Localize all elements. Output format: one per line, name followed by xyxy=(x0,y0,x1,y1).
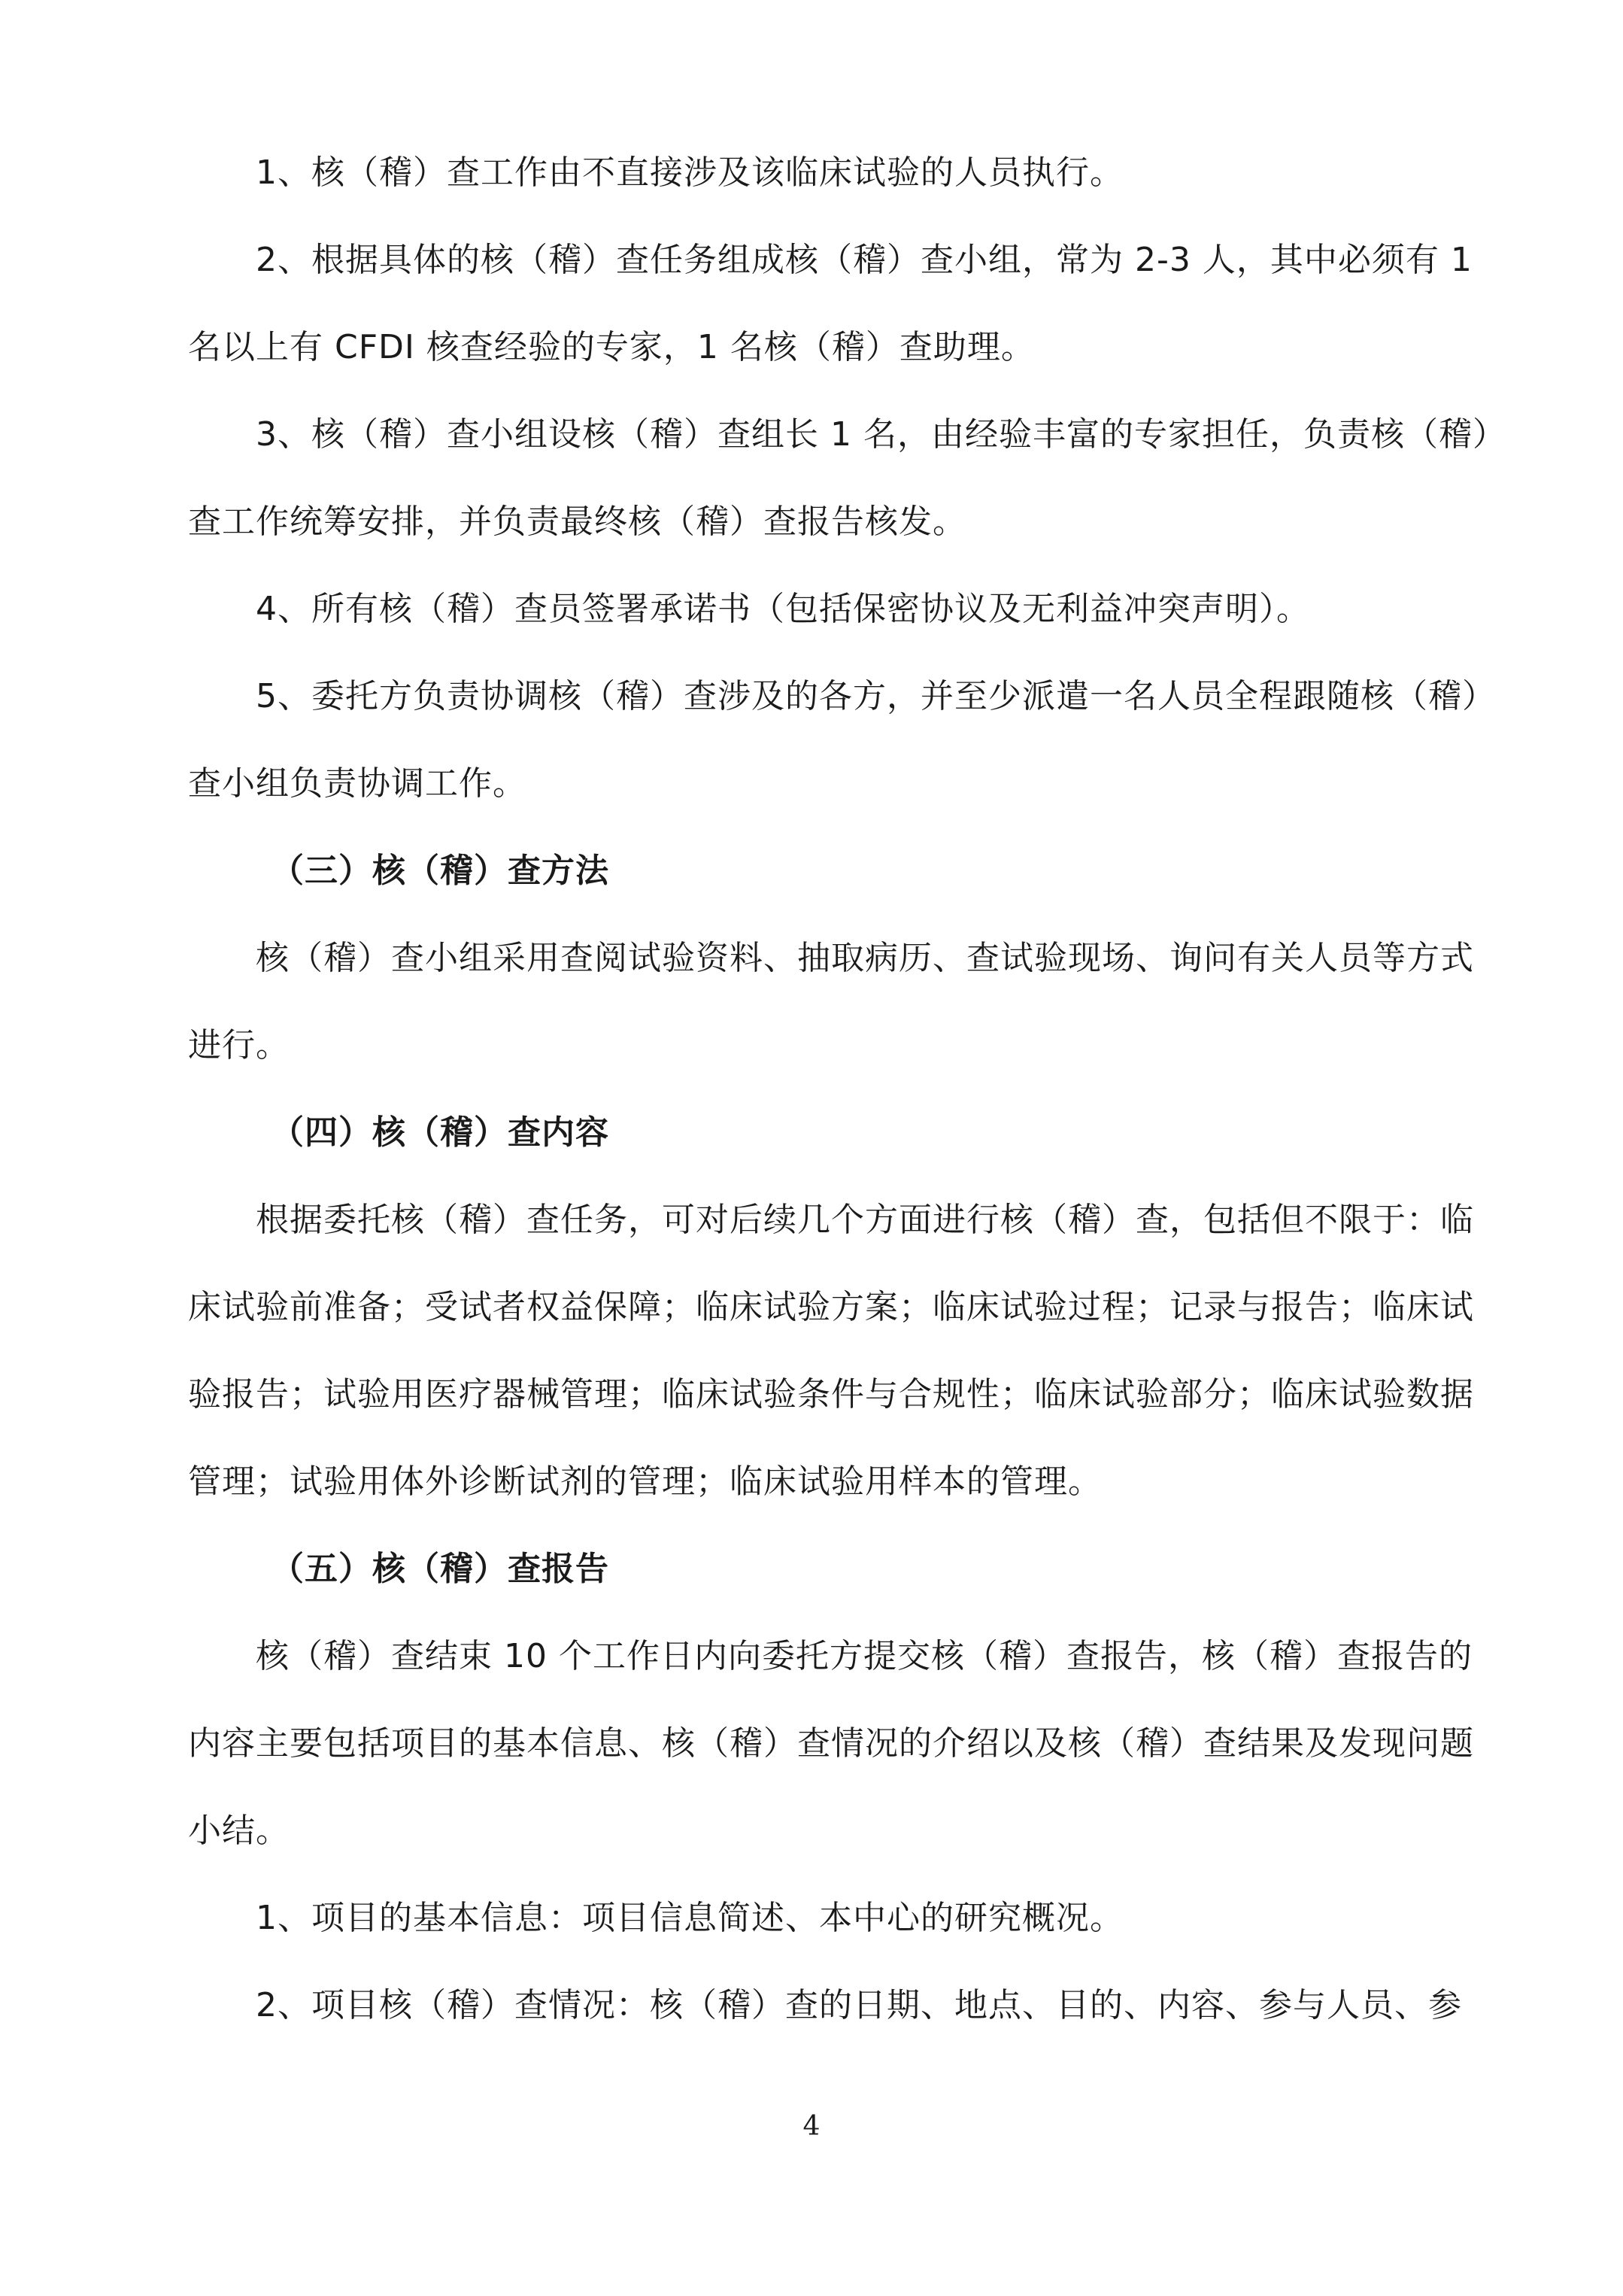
text-line: 小结。 xyxy=(188,1812,290,1850)
text-line: 1、核（稽）查工作由不直接涉及该临床试验的人员执行。 xyxy=(256,153,1124,192)
text-line: 核（稽）查结束 10 个工作日内向委托方提交核（稽）查报告，核（稽）查报告的 xyxy=(256,1637,1473,1675)
text-line: 根据委托核（稽）查任务，可对后续几个方面进行核（稽）查，包括但不限于：临 xyxy=(256,1201,1474,1239)
text-line: 2、项目核（稽）查情况：核（稽）查的日期、地点、目的、内容、参与人员、参 xyxy=(256,1986,1462,2024)
section-heading: （四）核（稽）查内容 xyxy=(271,1113,609,1152)
section-heading: （三）核（稽）查方法 xyxy=(271,852,609,890)
text-line: 验报告；试验用医疗器械管理；临床试验条件与合规性；临床试验部分；临床试验数据 xyxy=(188,1375,1474,1414)
text-line: 进行。 xyxy=(188,1026,290,1064)
section-heading: （五）核（稽）查报告 xyxy=(271,1550,609,1588)
text-line: 查小组负责协调工作。 xyxy=(188,764,526,803)
text-line: 名以上有 CFDI 核查经验的专家，1 名核（稽）查助理。 xyxy=(188,328,1035,366)
text-line: 1、项目的基本信息：项目信息简述、本中心的研究概况。 xyxy=(256,1899,1124,1937)
text-line: 5、委托方负责协调核（稽）查涉及的各方，并至少派遣一名人员全程跟随核（稽） xyxy=(256,677,1496,715)
text-line: 管理；试验用体外诊断试剂的管理；临床试验用样本的管理。 xyxy=(188,1462,1102,1501)
page-number: 4 xyxy=(802,2111,821,2142)
text-line: 核（稽）查小组采用查阅试验资料、抽取病历、查试验现场、询问有关人员等方式 xyxy=(256,939,1474,977)
text-line: 查工作统筹安排，并负责最终核（稽）查报告核发。 xyxy=(188,503,966,541)
text-line: 内容主要包括项目的基本信息、核（稽）查情况的介绍以及核（稽）查结果及发现问题 xyxy=(188,1724,1474,1763)
text-line: 床试验前准备；受试者权益保障；临床试验方案；临床试验过程；记录与报告；临床试 xyxy=(188,1288,1474,1326)
text-line: 4、所有核（稽）查员签署承诺书（包括保密协议及无利益冲突声明）。 xyxy=(256,590,1310,628)
text-line: 3、核（稽）查小组设核（稽）查组长 1 名，由经验丰富的专家担任，负责核（稽） xyxy=(256,415,1506,454)
text-line: 2、根据具体的核（稽）查任务组成核（稽）查小组，常为 2-3 人，其中必须有 1 xyxy=(256,241,1473,279)
